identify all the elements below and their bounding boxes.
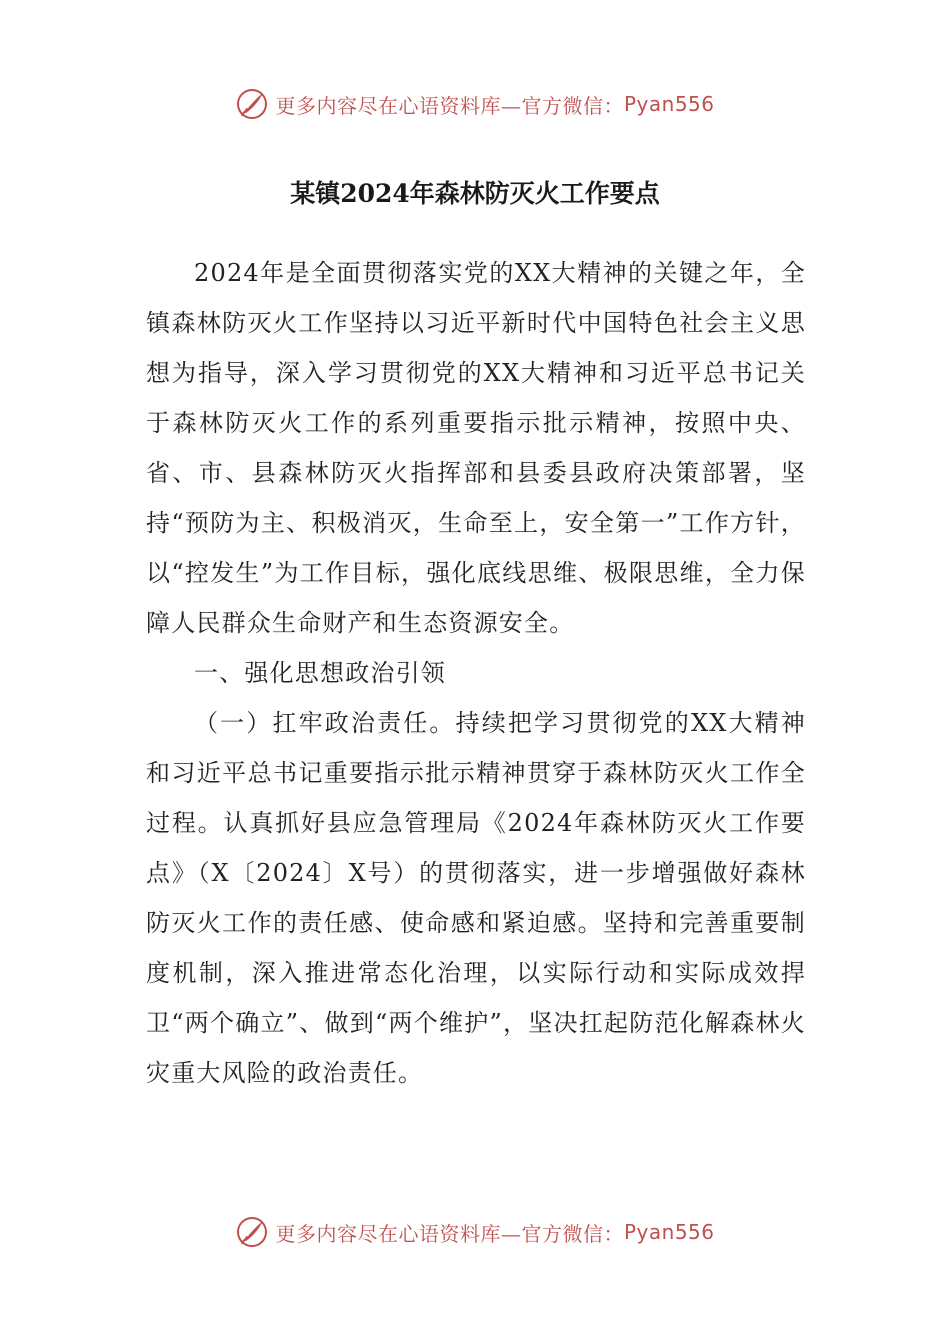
footer-watermark-banner (0, 1212, 950, 1252)
intro-paragraph: 2024年是全面贯彻落实党的XX大精神的关键之年，全镇森林防灭火工作坚持以习近平新时代中国特色社会主义思想为指导，深入学习贯彻党的XX大精神和习近平总书记关于森林防灭火工作的系列重要指示批示精神，按照中央、省、市、县森林防灭火指挥部和县委县政府决策部署，坚持“预防为主、积极消灭，生命至上，安全第一”工作方针，以“控发生”为工作目标，强化底线思维、极限思维，全力保障人民群众生命财产和生态资源安全。 (146, 259, 806, 637)
document-title: 某镇2024年森林防灭火工作要点 (290, 179, 660, 208)
document-body (146, 248, 806, 1098)
banner-wechat-id: Pyan556 (623, 92, 715, 116)
banner-wechat-id: Pyan556 (623, 1220, 715, 1244)
quill-pen-logo-icon (235, 1215, 269, 1249)
banner-text: 更多内容尽在心语资料库—官方微信： (275, 1221, 624, 1246)
banner-text: 更多内容尽在心语资料库—官方微信： (275, 93, 624, 118)
subsection-paragraph: （一）扛牢政治责任。持续把学习贯彻党的XX大精神和习近平总书记重要指示批示精神贯穿于森林防灭火工作全过程。认真抓好县应急管理局《2024年森林防灭火工作要点》（X〔2024〕X号）的贯彻落实，进一步增强做好森林防灭火工作的责任感、使命感和紧迫感。坚持和完善重要制度机制，深入推进常态化治理，以实际行动和实际成效捍卫“两个确立”、做到“两个维护”，坚决扛起防范化解森林火灾重大风险的政治责任。 (146, 709, 806, 1087)
section-heading: 一、强化思想政治引领 (194, 659, 446, 687)
quill-pen-logo-icon (235, 87, 269, 121)
header-watermark-banner (0, 84, 950, 124)
